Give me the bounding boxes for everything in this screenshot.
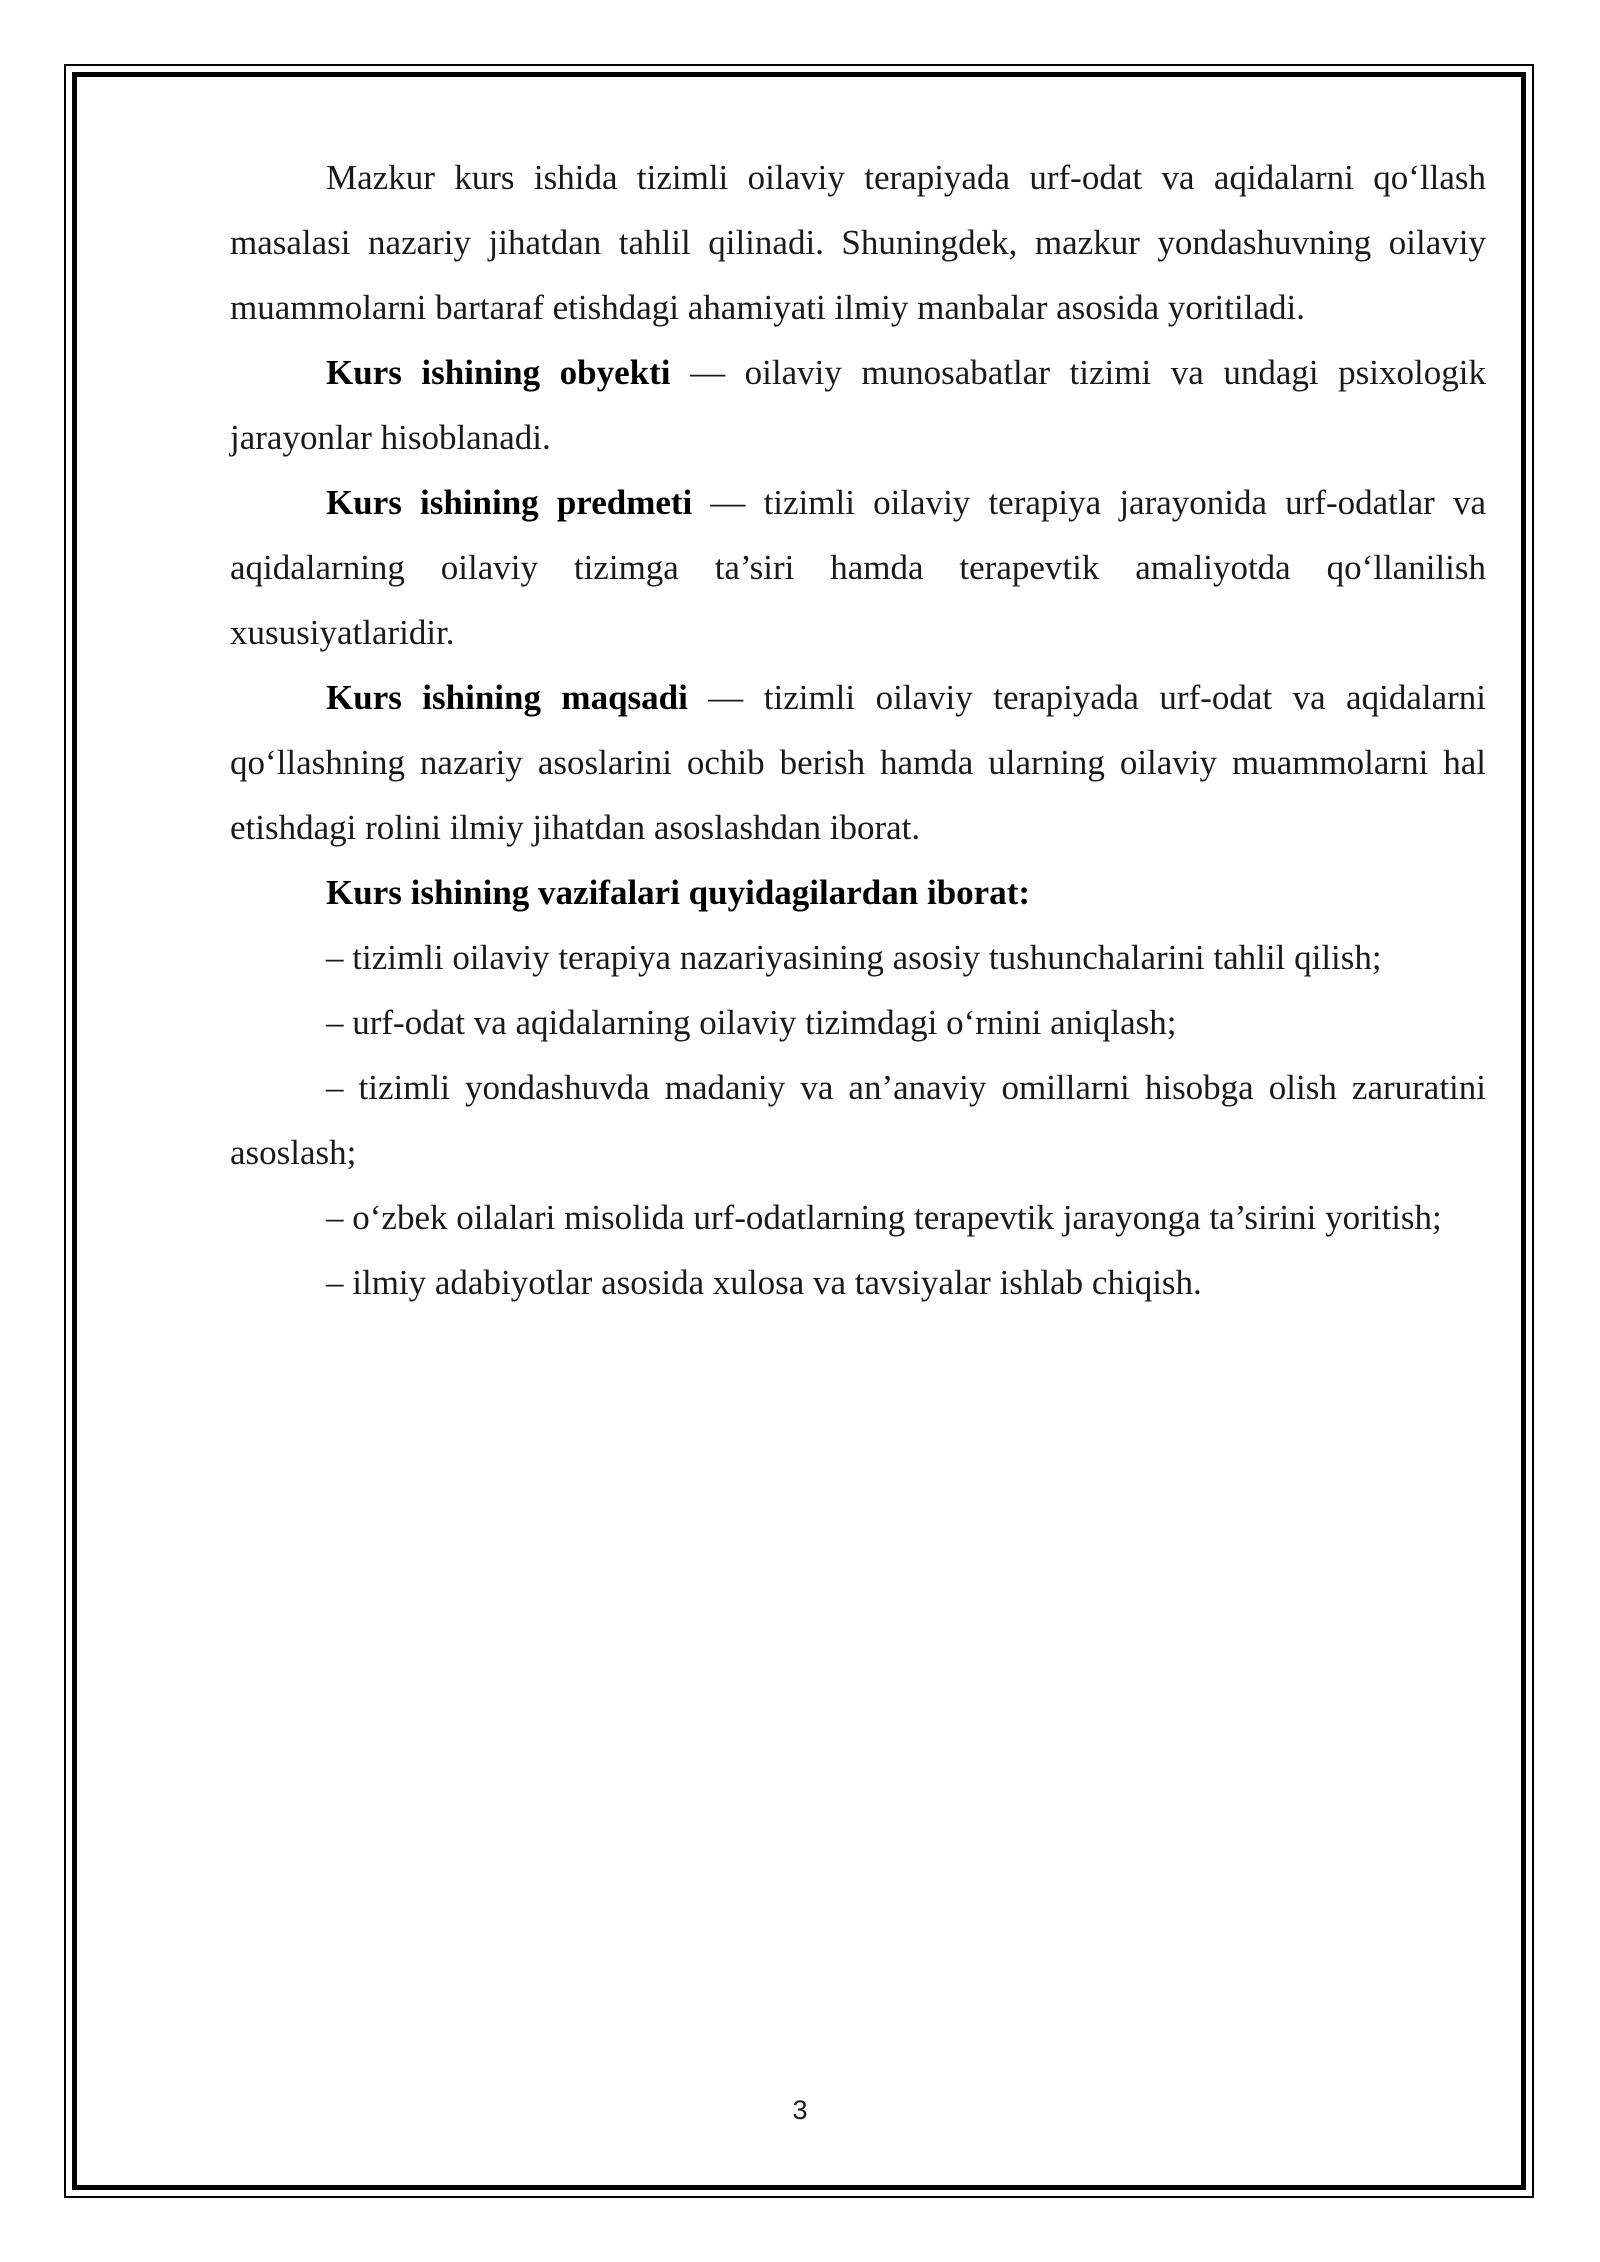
subject-heading: Kurs ishining predmeti bbox=[326, 483, 693, 522]
goal-paragraph: Kurs ishining maqsadi — tizimli oilaviy terapiyada urf-odat va aqidalarni qo‘llashning nazariy asoslarini ochib berish hamda ularning oilaviy muammolarni hal etishdagi rolini ilmiy jihatdan asoslashdan iborat. bbox=[230, 678, 1486, 847]
tasks-heading-paragraph bbox=[230, 860, 1486, 925]
object-heading: Kurs ishining obyekti bbox=[326, 353, 671, 392]
subject-paragraph: Kurs ishining predmeti — tizimli oilaviy terapiya jarayonida urf-odatlar va aqidalarning oilaviy tizimga ta’siri hamda terapevtik amaliyotda qo‘llanilish xususiyatlaridir. bbox=[230, 483, 1486, 652]
object-paragraph: Kurs ishining obyekti — oilaviy munosabatlar tizimi va undagi psixologik jarayonlar hisoblanadi. bbox=[230, 353, 1486, 457]
tasks-heading: Kurs ishining vazifalari quyidagilardan iborat: bbox=[326, 873, 1030, 912]
task-item: – o‘zbek oilalari misolida urf-odatlarning terapevtik jarayonga ta’sirini yoritish; bbox=[326, 1198, 1442, 1237]
goal-heading: Kurs ishining maqsadi bbox=[326, 678, 688, 717]
task-item: – tizimli oilaviy terapiya nazariyasining asosiy tushunchalarini tahlil qilish; bbox=[326, 938, 1382, 977]
task-item: – urf-odat va aqidalarning oilaviy tizimdagi o‘rnini aniqlash; bbox=[326, 1003, 1177, 1042]
page-number: 3 bbox=[792, 2095, 808, 2125]
task-item: – tizimli yondashuvda madaniy va an’anaviy omillarni hisobga olish zaruratini asoslash; bbox=[230, 1068, 1486, 1172]
intro-paragraph: Mazkur kurs ishida tizimli oilaviy terapiyada urf-odat va aqidalarni qo‘llash masalasi nazariy jihatdan tahlil qilinadi. Shuningdek, mazkur yondashuvning oilaviy muammolarni bartaraf etishdagi ahamiyati ilmiy manbalar asosida yoritiladi. bbox=[230, 158, 1486, 327]
task-item: – ilmiy adabiyotlar asosida xulosa va tavsiyalar ishlab chiqish. bbox=[326, 1263, 1202, 1302]
document-body bbox=[230, 145, 1486, 1315]
